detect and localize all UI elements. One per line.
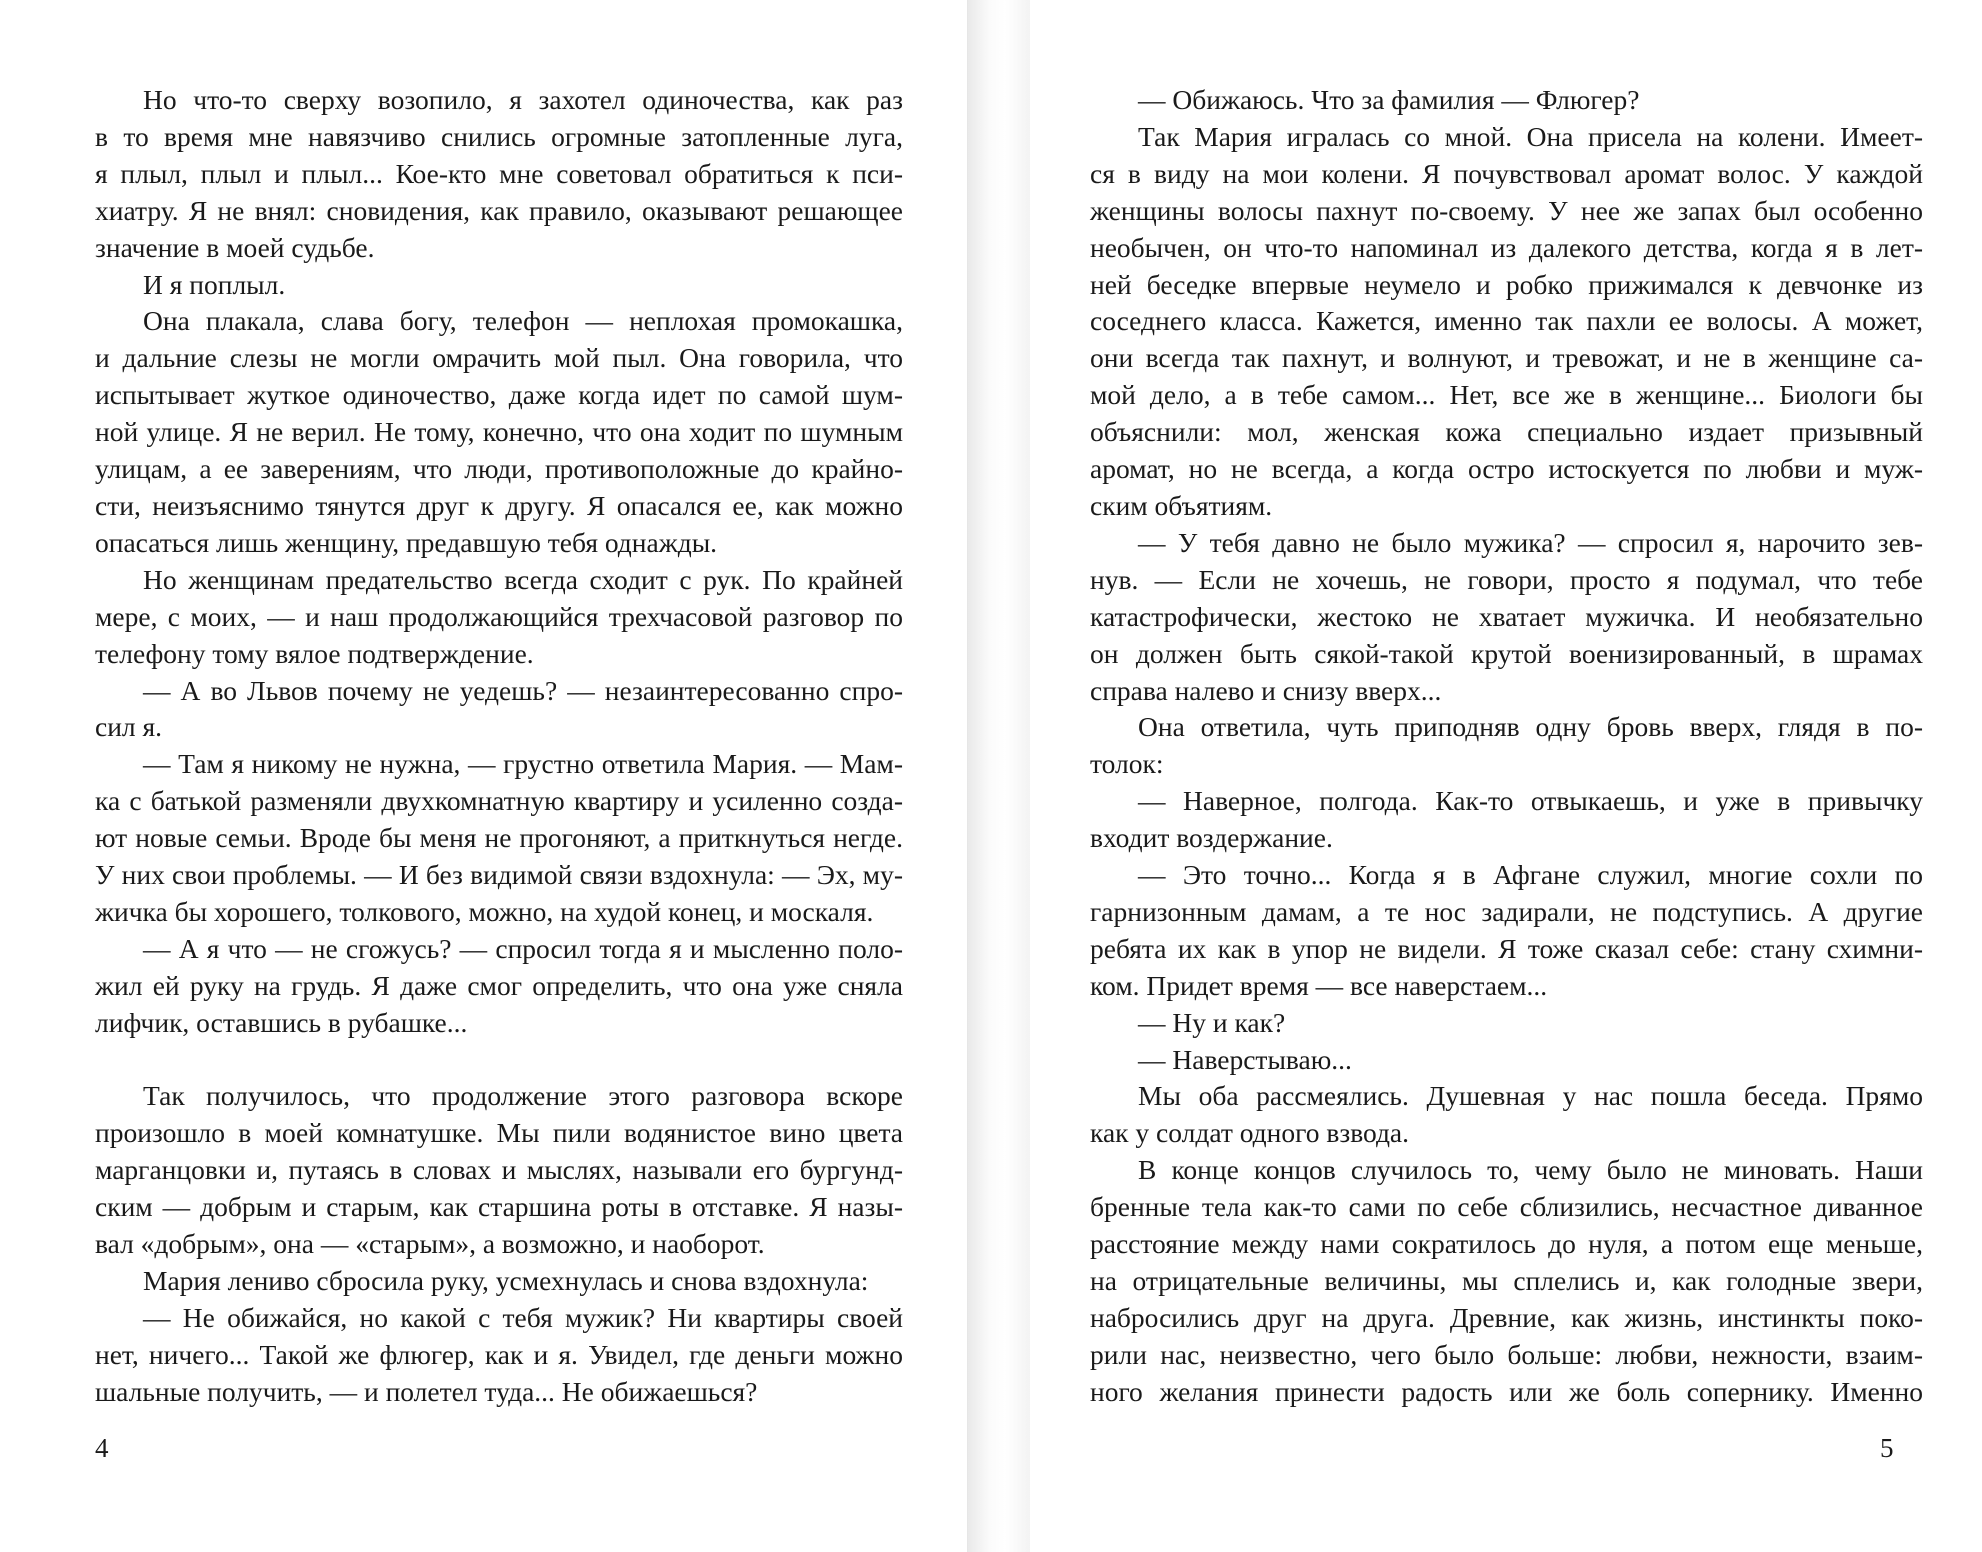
- text-line: жил ей руку на грудь. Я даже смог определить, что она уже сняла: [95, 969, 903, 1001]
- text-line: Но женщинам предательство всегда сходит с рук. По крайней: [143, 563, 903, 595]
- text-line: мой дело, а в тебе самом... Нет, все же в женщине... Биологи бы: [1090, 379, 1923, 411]
- text-line: шальные получить, — и полетел туда... Не обижаешься?: [95, 1375, 758, 1407]
- text-line: — Ну и как?: [1138, 1006, 1286, 1038]
- text-line: я плыл, плыл и плыл... Кое-кто мне советовал обратиться к пси-: [95, 157, 903, 189]
- text-line: толок:: [1090, 748, 1164, 780]
- text-line: как у солдат одного взвода.: [1090, 1117, 1410, 1149]
- text-line: необычен, он что-то напоминал из далекого детства, когда я в лет-: [1090, 231, 1923, 263]
- text-line: он должен быть сякой-такой крутой военизированный, в шрамах: [1090, 637, 1923, 669]
- text-line: бренные тела как-то сами по себе сблизились, несчастное диванное: [1090, 1191, 1923, 1223]
- text-line: В конце концов случилось то, чему было не миновать. Наши: [1138, 1154, 1923, 1186]
- text-line: — Наверное, полгода. Как-то отвыкаешь, и уже в привычку: [1138, 785, 1923, 817]
- text-line: улицам, а ее заверениям, что люди, противоположные до крайно-: [95, 453, 903, 485]
- text-line: набросились друг на друга. Древние, как жизнь, инстинкты поко-: [1090, 1301, 1923, 1333]
- text-line: — А я что — не сгожусь? — спросил тогда я и мысленно поло-: [143, 932, 903, 964]
- text-line: Так получилось, что продолжение этого разговора вскоре: [143, 1080, 903, 1112]
- text-line: женщины волосы пахнут по-своему. У нее же запах был особенно: [1090, 194, 1923, 226]
- text-line: ребята их как в упор не видели. Я тоже сказал себе: стану схимни-: [1090, 932, 1923, 964]
- text-line: они всегда так пахнут, и волнуют, и тревожат, и не в женщине са-: [1090, 342, 1923, 374]
- text-line: значение в моей судьбе.: [95, 231, 375, 263]
- text-line: рили нас, неизвестно, чего было больше: любви, нежности, взаим-: [1090, 1338, 1923, 1370]
- text-line: Так Мария игралась со мной. Она присела на колени. Имеет-: [1138, 120, 1923, 152]
- text-line: опасаться лишь женщину, предавшую тебя однажды.: [95, 526, 718, 558]
- text-line: — Обижаюсь. Что за фамилия — Флюгер?: [1138, 84, 1640, 115]
- text-line: лифчик, оставшись в рубашке...: [95, 1006, 468, 1038]
- text-line: У них свои проблемы. — И без видимой связи вздохнула: — Эх, му-: [95, 859, 903, 891]
- text-line: испытывает жуткое одиночество, даже когда идет по самой шум-: [95, 379, 903, 411]
- text-line: произошло в моей комнатушке. Мы пили водянистое вино цвета: [95, 1117, 903, 1149]
- text-line: на отрицательные величины, мы сплелись и, как голодные звери,: [1090, 1265, 1923, 1296]
- text-line: жичка бы хорошего, толкового, можно, на худой конец, и москаля.: [95, 895, 874, 927]
- text-line: — А во Львов почему не уедешь? — незаинтересованно спро-: [143, 674, 903, 706]
- text-line: ским объятиям.: [1090, 489, 1273, 521]
- text-line: — Это точно... Когда я в Афгане служил, многие сохли по: [1138, 859, 1923, 891]
- text-line: Она плакала, слава богу, телефон — неплохая промокашка,: [143, 305, 903, 337]
- text-line: Мария лениво сбросила руку, усмехнулась и снова вздохнула:: [143, 1264, 869, 1296]
- text-line: входит воздержание.: [1090, 822, 1333, 854]
- text-line: соседнего класса. Кажется, именно так пахли ее волосы. А может,: [1090, 305, 1923, 337]
- text-line: катастрофически, жестоко не хватает мужичка. И необязательно: [1090, 600, 1923, 632]
- text-line: ся в виду на мои колени. Я почувствовал аромат волос. У каждой: [1090, 157, 1923, 189]
- text-line: вал «добрым», она — «старым», а возможно, и наоборот.: [95, 1228, 765, 1260]
- text-line: хиатру. Я не внял: сновидения, как правило, оказывают решающее: [95, 194, 903, 226]
- text-line: нув. — Если не хочешь, не говори, просто я подумал, что тебе: [1090, 563, 1923, 595]
- text-line: гарнизонным дамам, а те нос задирали, не подступись. А другие: [1090, 895, 1923, 927]
- text-line: Она ответила, чуть приподняв одну бровь вверх, глядя в по-: [1138, 711, 1923, 743]
- text-line: ней беседке впервые неумело и робко прижимался к девчонке из: [1090, 268, 1923, 300]
- text-line: марганцовки и, путаясь в словах и мыслях, называли его бургунд-: [95, 1154, 903, 1186]
- text-line: расстояние между нами сократилось до нуля, а потом еще меньше,: [1090, 1228, 1923, 1260]
- right-page: [1030, 0, 1982, 1552]
- text-line: объяснили: мол, женская кожа специально издает призывный: [1090, 416, 1923, 448]
- left-page-number: 4: [95, 1433, 109, 1463]
- text-line: ским — добрым и старым, как старшина роты в отставке. Я назы-: [95, 1191, 903, 1223]
- text-line: мере, с моих, — и наш продолжающийся трехчасовой разговор по: [95, 600, 903, 632]
- text-line: и дальние слезы не могли омрачить мой пыл. Она говорила, что: [95, 342, 903, 374]
- text-line: ной улице. Я не верил. Не тому, конечно, что она ходит по шумным: [95, 416, 903, 448]
- text-line: — Не обижайся, но какой с тебя мужик? Ни квартиры своей: [143, 1301, 903, 1333]
- left-page-text: [95, 82, 903, 1411]
- text-line: ного желания принести радость или же боль сопернику. Именно: [1090, 1375, 1923, 1407]
- book-gutter: [968, 0, 1030, 1552]
- text-line: ком. Придет время — все наверстаем...: [1090, 969, 1548, 1001]
- text-line: ка с батькой разменяли двухкомнатную квартиру и усиленно созда-: [95, 785, 903, 817]
- text-line: сти, неизъяснимо тянутся друг к другу. Я опасался ее, как можно: [95, 489, 903, 521]
- right-page-text: [1090, 82, 1923, 1411]
- text-line: — Наверстываю...: [1138, 1043, 1352, 1075]
- text-line: И я поплыл.: [143, 268, 286, 300]
- text-line: Но что-то сверху возопило, я захотел одиночества, как раз: [143, 84, 903, 115]
- text-line: ют новые семьи. Вроде бы меня не прогоняют, а приткнуться негде.: [95, 822, 903, 854]
- text-line: телефону тому вялое подтверждение.: [95, 637, 534, 669]
- text-line: в то время мне навязчиво снились огромные затопленные луга,: [95, 120, 903, 152]
- text-line: Мы оба рассмеялись. Душевная у нас пошла беседа. Прямо: [1138, 1080, 1923, 1112]
- left-page: [0, 0, 968, 1552]
- text-line: сил я.: [95, 711, 163, 743]
- right-page-number: 5: [1880, 1433, 1894, 1463]
- text-line: справа налево и снизу вверх...: [1090, 674, 1442, 706]
- text-line: нет, ничего... Такой же флюгер, как и я. Увидел, где деньги можно: [95, 1338, 903, 1370]
- text-line: — У тебя давно не было мужика? — спросил я, нарочито зев-: [1138, 526, 1923, 558]
- text-line: — Там я никому не нужна, — грустно ответила Мария. — Мам-: [143, 748, 903, 780]
- text-line: аромат, но не всегда, а когда остро истоскуется по любви и муж-: [1090, 453, 1923, 485]
